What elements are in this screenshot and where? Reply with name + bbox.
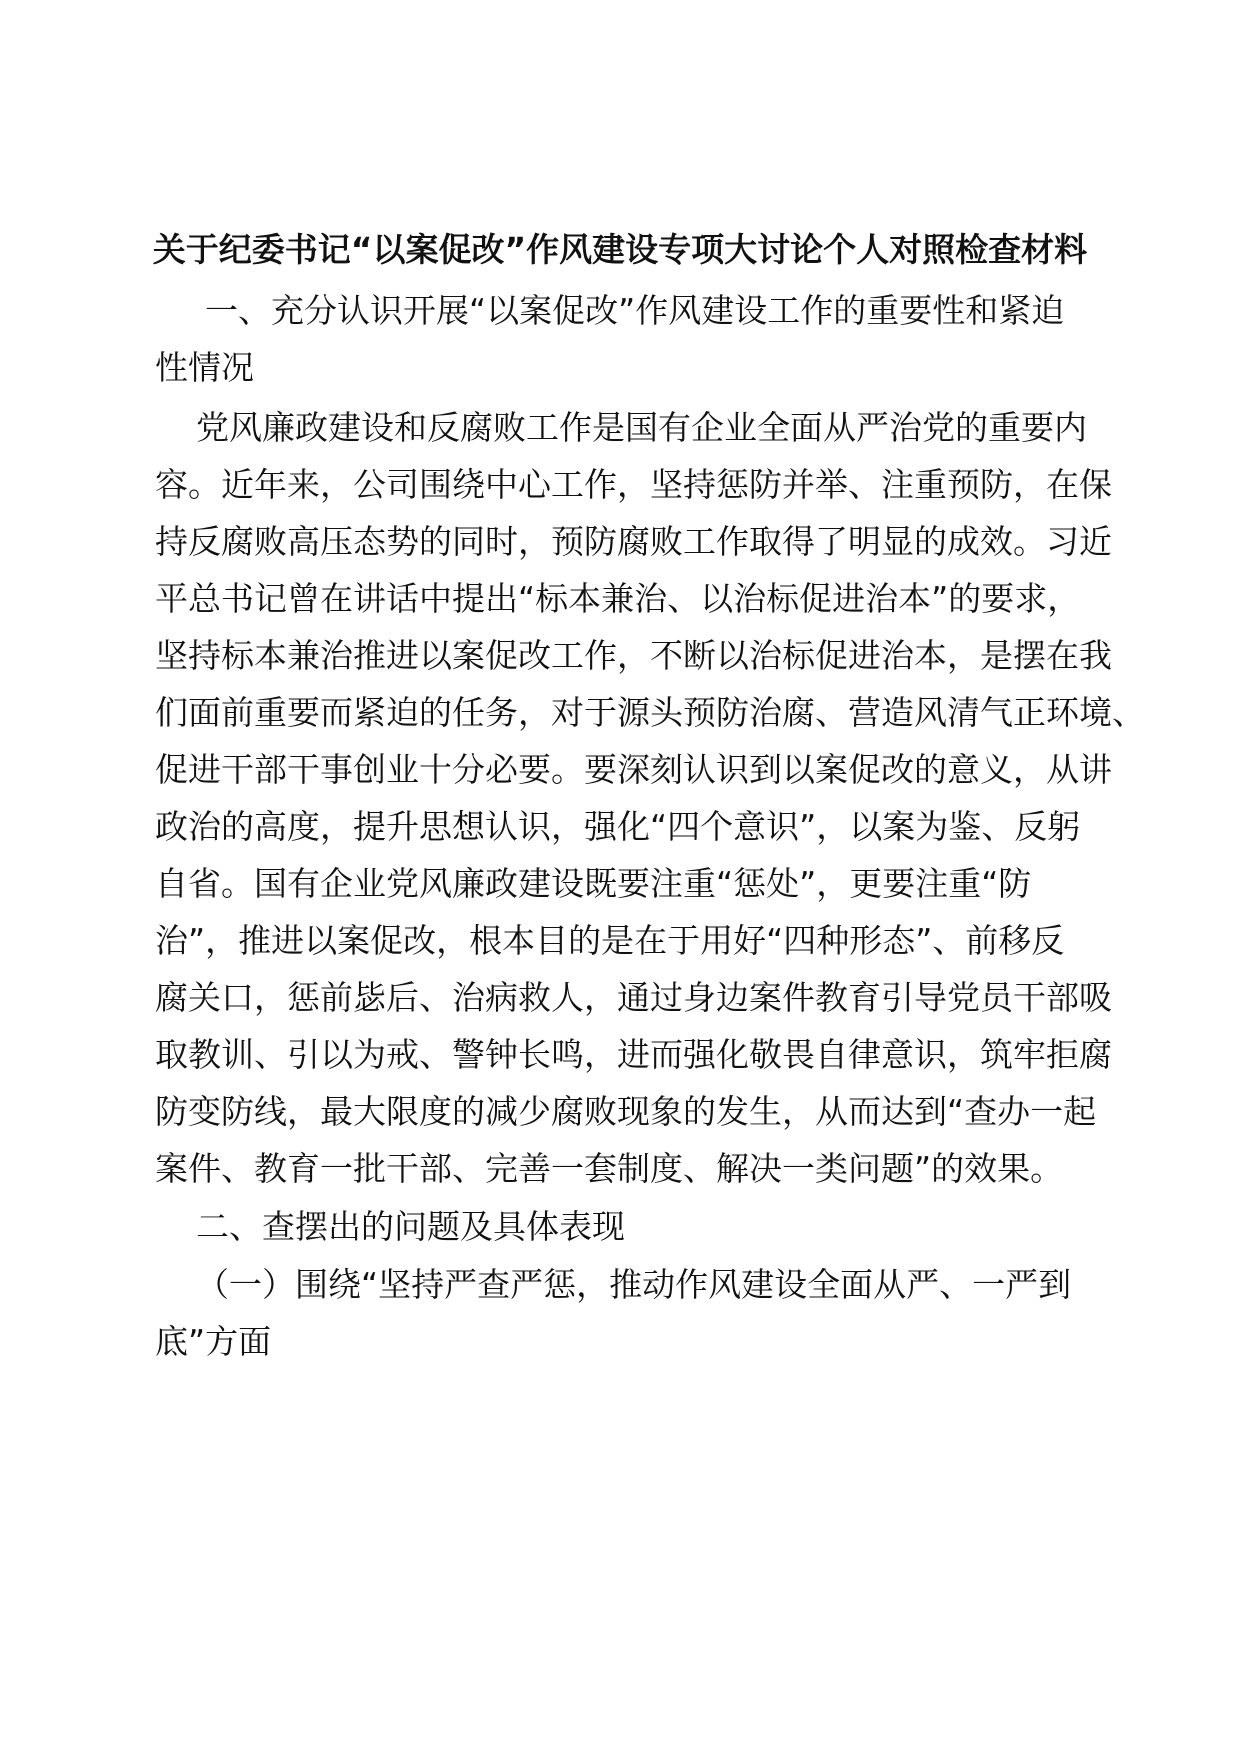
paragraph-line: 容。近年来，公司围绕中心工作，坚持惩防并举、注重预防，在保 [155, 465, 1112, 504]
paragraph-line: 政治的高度，提升思想认识，强化“四个意识”，以案为鉴、反躬 [155, 807, 1081, 846]
paragraph-line: 党风廉政建设和反腐败工作是国有企业全面从严治党的重要内 [196, 408, 1087, 447]
section-heading-1-line-1: 一、充分认识开展“以案促改”作风建设工作的重要性和紧迫 [205, 291, 1065, 330]
paragraph-line: 坚持标本兼治推进以案促改工作，不断以治标促进治本，是摆在我 [155, 636, 1112, 675]
paragraph-line: 自省。国有企业党风廉政建设既要注重“惩处”，更要注重“防 [155, 864, 1032, 903]
paragraph-line: 腐关口，惩前毖后、治病救人，通过身边案件教育引导党员干部吸 [155, 978, 1112, 1017]
paragraph-line: 促进干部干事创业十分必要。要深刻认识到以案促改的意义，从讲 [155, 750, 1112, 789]
paragraph-line: 取教训、引以为戒、警钟长鸣，进而强化敬畏自律意识，筑牢拒腐 [155, 1035, 1112, 1074]
paragraph-line: 防变防线，最大限度的减少腐败现象的发生，从而达到“查办一起 [155, 1092, 1097, 1131]
document-title: 关于纪委书记“以案促改”作风建设专项大讨论个人对照检查材料 [152, 230, 1088, 269]
paragraph-line: 案件、教育一批干部、完善一套制度、解决一类问题”的效果。 [155, 1149, 1064, 1188]
paragraph-line: 们面前重要而紧迫的任务，对于源头预防治腐、营造风清气正环境、 [155, 693, 1145, 732]
section-heading-1-line-2: 性情况 [155, 348, 254, 387]
paragraph-line: 治”，推进以案促改，根本目的是在于用好“四种形态”、前移反 [155, 921, 1065, 960]
paragraph-line: 持反腐败高压态势的同时，预防腐败工作取得了明显的成效。习近 [155, 522, 1112, 561]
subsection-heading-1-line-1: （一）围绕“坚持严查严惩，推动作风建设全面从严、一严到 [196, 1265, 1072, 1304]
subsection-heading-1-line-2: 底”方面 [155, 1322, 272, 1361]
section-heading-2: 二、查摆出的问题及具体表现 [196, 1207, 625, 1246]
paragraph-line: 平总书记曾在讲话中提出“标本兼治、以治标促进治本”的要求， [155, 579, 1081, 618]
